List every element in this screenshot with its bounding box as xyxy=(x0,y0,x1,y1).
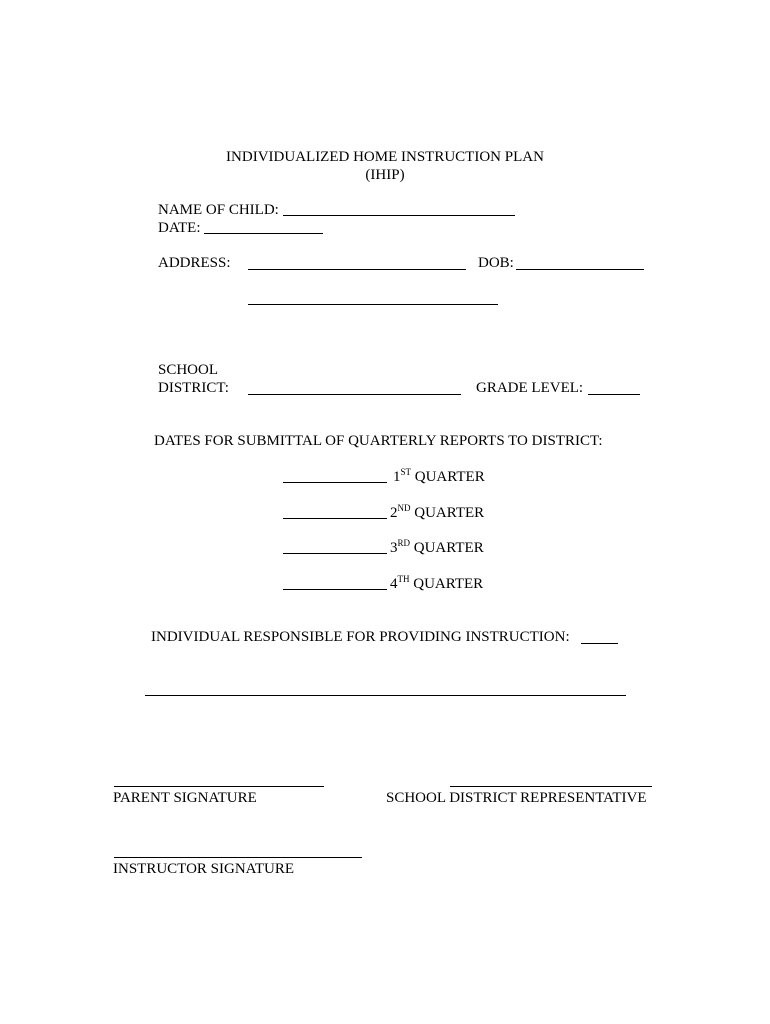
date-label: DATE: xyxy=(158,220,201,236)
instruction-responsible-field[interactable] xyxy=(145,695,626,696)
date-field[interactable] xyxy=(204,233,323,234)
grade-level-label: GRADE LEVEL: xyxy=(476,380,584,396)
quarter-2-date-field[interactable] xyxy=(283,518,387,519)
quarterly-reports-heading: DATES FOR SUBMITTAL OF QUARTERLY REPORTS TO DISTRICT: xyxy=(154,433,603,449)
school-district-field[interactable] xyxy=(248,394,461,395)
parent-signature-label: PARENT SIGNATURE xyxy=(113,790,257,806)
district-label: DISTRICT: xyxy=(158,380,229,396)
name-of-child-field[interactable] xyxy=(283,215,515,216)
quarter-4-label: 4TH QUARTER xyxy=(390,574,484,592)
quarter-2-label: 2ND QUARTER xyxy=(390,503,485,521)
address-field-line-2[interactable] xyxy=(248,304,498,305)
address-label: ADDRESS: xyxy=(158,255,231,271)
instruction-responsible-label: INDIVIDUAL RESPONSIBLE FOR PROVIDING INSTRUCTION: xyxy=(151,629,570,645)
quarter-4-date-field[interactable] xyxy=(283,589,387,590)
name-of-child-label: NAME OF CHILD: xyxy=(158,202,279,218)
quarter-1-label: 1ST QUARTER xyxy=(393,467,485,485)
form-title: INDIVIDUALIZED HOME INSTRUCTION PLAN xyxy=(226,149,544,165)
form-subtitle: (IHIP) xyxy=(365,167,405,183)
district-representative-label: SCHOOL DISTRICT REPRESENTATIVE xyxy=(386,790,647,806)
grade-level-field[interactable] xyxy=(588,394,640,395)
school-label: SCHOOL xyxy=(158,362,219,378)
district-representative-signature-field[interactable] xyxy=(450,786,652,787)
instructor-signature-field[interactable] xyxy=(114,857,362,858)
address-field-line-1[interactable] xyxy=(248,269,466,270)
quarter-3-label: 3RD QUARTER xyxy=(390,538,484,556)
quarter-1-date-field[interactable] xyxy=(283,482,387,483)
quarter-3-date-field[interactable] xyxy=(283,553,387,554)
dob-label: DOB: xyxy=(478,255,514,271)
parent-signature-field[interactable] xyxy=(114,786,324,787)
instructor-signature-label: INSTRUCTOR SIGNATURE xyxy=(113,861,294,877)
instruction-responsible-short-field[interactable] xyxy=(581,643,618,644)
dob-field[interactable] xyxy=(516,269,644,270)
